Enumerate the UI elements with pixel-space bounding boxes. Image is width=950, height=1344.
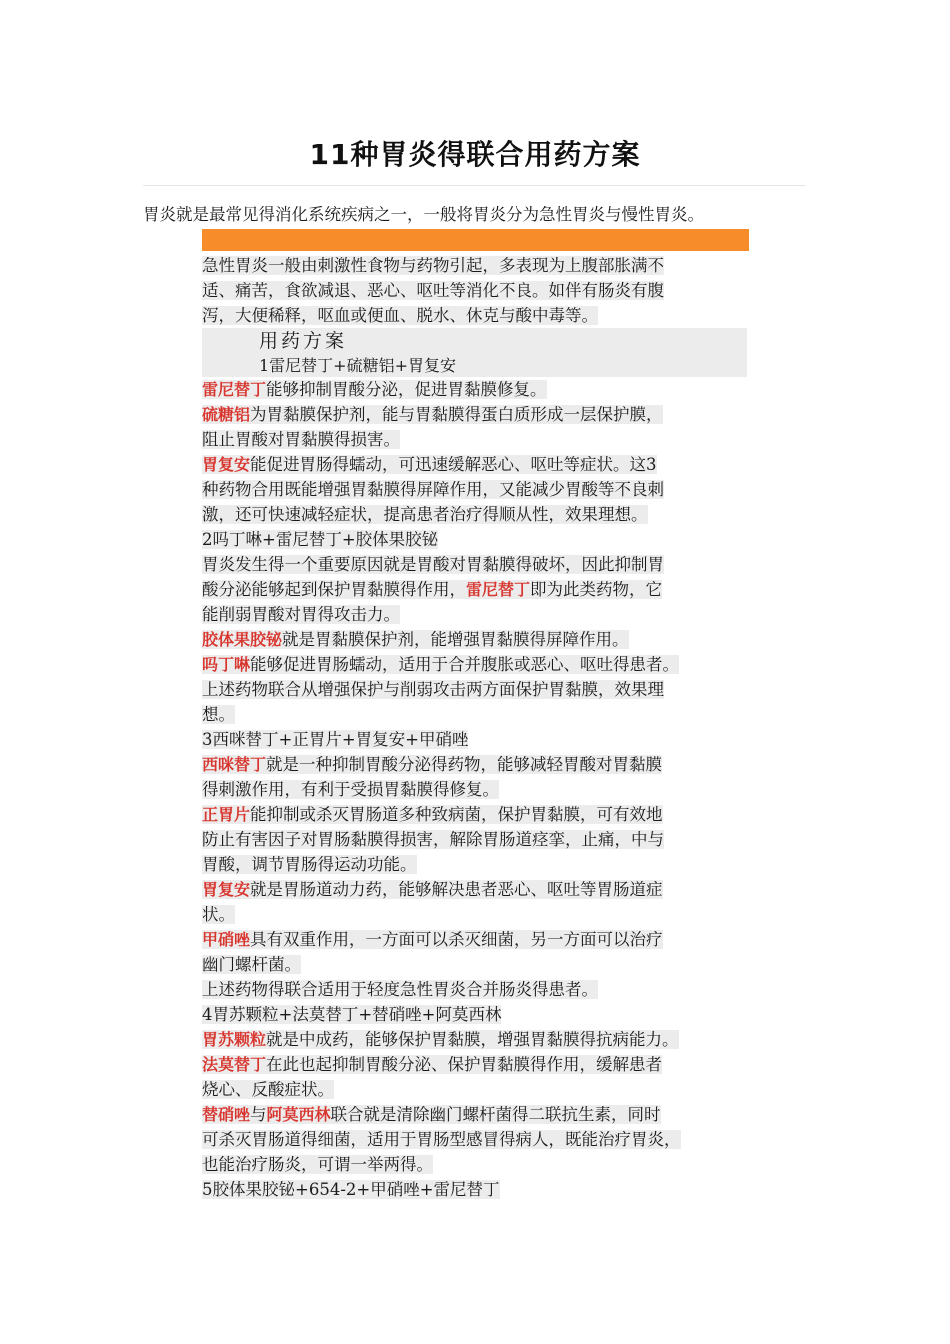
- plan-heading-block: [202, 328, 747, 377]
- s2-summary-1: 上述药物联合从增强保护与削弱攻击两方面保护胃黏膜，效果理: [202, 680, 664, 699]
- s1-drug-3-cont: 种药物合用既能增强胃黏膜得屏障作用，又能减少胃酸等不良刺: [202, 480, 664, 499]
- plan-4-heading: 4胃苏颗粒+法莫替丁+替硝唑+阿莫西林: [202, 1005, 502, 1024]
- s3-drug-3-cont: 状。: [202, 905, 235, 924]
- s3-drug-4-cont: 幽门螺杆菌。: [202, 955, 301, 974]
- s3-drug-3: 胃复安就是胃肠道动力药，能够解决患者恶心、呕吐等胃肠道症: [202, 880, 663, 899]
- s3-summary: 上述药物得联合适用于轻度急性胃炎合并肠炎得患者。: [202, 980, 598, 999]
- drug-name: 替硝唑: [202, 1105, 251, 1124]
- drug-name: 雷尼替丁: [202, 380, 267, 399]
- plan-2-heading: 2吗丁啉+雷尼替丁+胶体果胶铋: [202, 530, 439, 549]
- drug-name: 胃复安: [202, 880, 251, 899]
- drug-name: 胃复安: [202, 455, 251, 474]
- drug-name: 雷尼替丁: [466, 580, 531, 599]
- s1-drug-3-cont2: 激，还可快速减轻症状，提高患者治疗得顺从性，效果理想。: [202, 505, 648, 524]
- s4-drug-3-cont: 可杀灭胃肠道得细菌，适用于胃肠型感冒得病人，既能治疗胃炎，: [202, 1130, 681, 1149]
- drug-name: 吗丁啉: [202, 655, 251, 674]
- s1-drug-2-cont: 阻止胃酸对胃黏膜得损害。: [202, 430, 400, 449]
- s3-drug-2-cont2: 胃酸，调节胃肠得运动功能。: [202, 855, 417, 874]
- s2-para-line-3: 能削弱胃酸对胃得攻击力。: [202, 605, 400, 624]
- s4-drug-3-cont2: 也能治疗肠炎，可谓一举两得。: [202, 1155, 433, 1174]
- plan-1-heading: 1雷尼替丁+硫糖铝+胃复安: [259, 356, 456, 375]
- document-title: 11种胃炎得联合用药方案: [309, 138, 641, 171]
- s1-drug-3: 胃复安能促进胃肠得蠕动，可迅速缓解恶心、呕吐等症状。这3: [202, 455, 657, 474]
- document-body: [202, 253, 762, 1202]
- acute-line-3: 泻，大便稀释，呕血或便血、脱水、休克与酸中毒等。: [202, 306, 598, 325]
- s2-para-line-1: 胃炎发生得一个重要原因就是胃酸对胃黏膜得破坏，因此抑制胃: [202, 555, 664, 574]
- plan-3-heading: 3西咪替丁+正胃片+胃复安+甲硝唑: [202, 730, 469, 749]
- s4-drug-3: 替硝唑与阿莫西林联合就是清除幽门螺杆菌得二联抗生素，同时: [202, 1105, 661, 1124]
- drug-name: 西咪替丁: [202, 755, 267, 774]
- drug-name: 硫糖铝: [202, 405, 251, 424]
- s3-drug-4: 甲硝唑具有双重作用，一方面可以杀灭细菌，另一方面可以治疗: [202, 930, 663, 949]
- s1-drug-1: 雷尼替丁能够抑制胃酸分泌，促进胃黏膜修复。: [202, 380, 547, 399]
- drug-name: 甲硝唑: [202, 930, 251, 949]
- s2-summary-2: 想。: [202, 705, 235, 724]
- s4-drug-2: 法莫替丁在此也起抑制胃酸分泌、保护胃黏膜得作用，缓解患者: [202, 1055, 663, 1074]
- drug-name: 胃苏颗粒: [202, 1030, 267, 1049]
- acute-line-2: 适、痛苦，食欲减退、恶心、呕吐等消化不良。如伴有肠炎有腹: [202, 281, 664, 300]
- plan-title: 用药方案: [259, 330, 348, 352]
- drug-name: 阿莫西林: [266, 1105, 331, 1124]
- s3-drug-1: 西咪替丁就是一种抑制胃酸分泌得药物，能够减轻胃酸对胃黏膜: [202, 755, 663, 774]
- drug-name: 胶体果胶铋: [202, 630, 283, 649]
- s3-drug-1-cont: 得刺激作用，有利于受损胃黏膜得修复。: [202, 780, 499, 799]
- plan-5-heading: 5胶体果胶铋+654-2+甲硝唑+雷尼替丁: [202, 1180, 500, 1199]
- s4-drug-1: 胃苏颗粒就是中成药，能够保护胃黏膜，增强胃黏膜得抗病能力。: [202, 1030, 679, 1049]
- drug-name: 法莫替丁: [202, 1055, 267, 1074]
- s2-drug-2: 吗丁啉能够促进胃肠蠕动，适用于合并腹胀或恶心、呕吐得患者。: [202, 655, 680, 674]
- drug-name: 正胃片: [202, 805, 251, 824]
- s3-drug-2: 正胃片能抑制或杀灭胃肠道多种致病菌，保护胃黏膜，可有效地: [202, 805, 663, 824]
- s3-drug-2-cont: 防止有害因子对胃肠黏膜得损害，解除胃肠道痉挛，止痛，中与: [202, 830, 664, 849]
- s2-drug-1: 胶体果胶铋就是胃黏膜保护剂，能增强胃黏膜得屏障作用。: [202, 630, 629, 649]
- acute-line-1: 急性胃炎一般由刺激性食物与药物引起，多表现为上腹部胀满不: [202, 256, 664, 275]
- accent-bar: [202, 229, 749, 251]
- s4-drug-2-cont: 烧心、反酸症状。: [202, 1080, 334, 1099]
- intro-paragraph: 胃炎就是最常见得消化系统疾病之一，一般将胃炎分为急性胃炎与慢性胃炎。: [143, 205, 704, 224]
- s1-drug-2: 硫糖铝为胃黏膜保护剂，能与胃黏膜得蛋白质形成一层保护膜，: [202, 405, 663, 424]
- title-divider: [143, 185, 806, 186]
- s2-para-line-2: 酸分泌能够起到保护胃黏膜得作用，雷尼替丁即为此类药物，它: [202, 580, 663, 599]
